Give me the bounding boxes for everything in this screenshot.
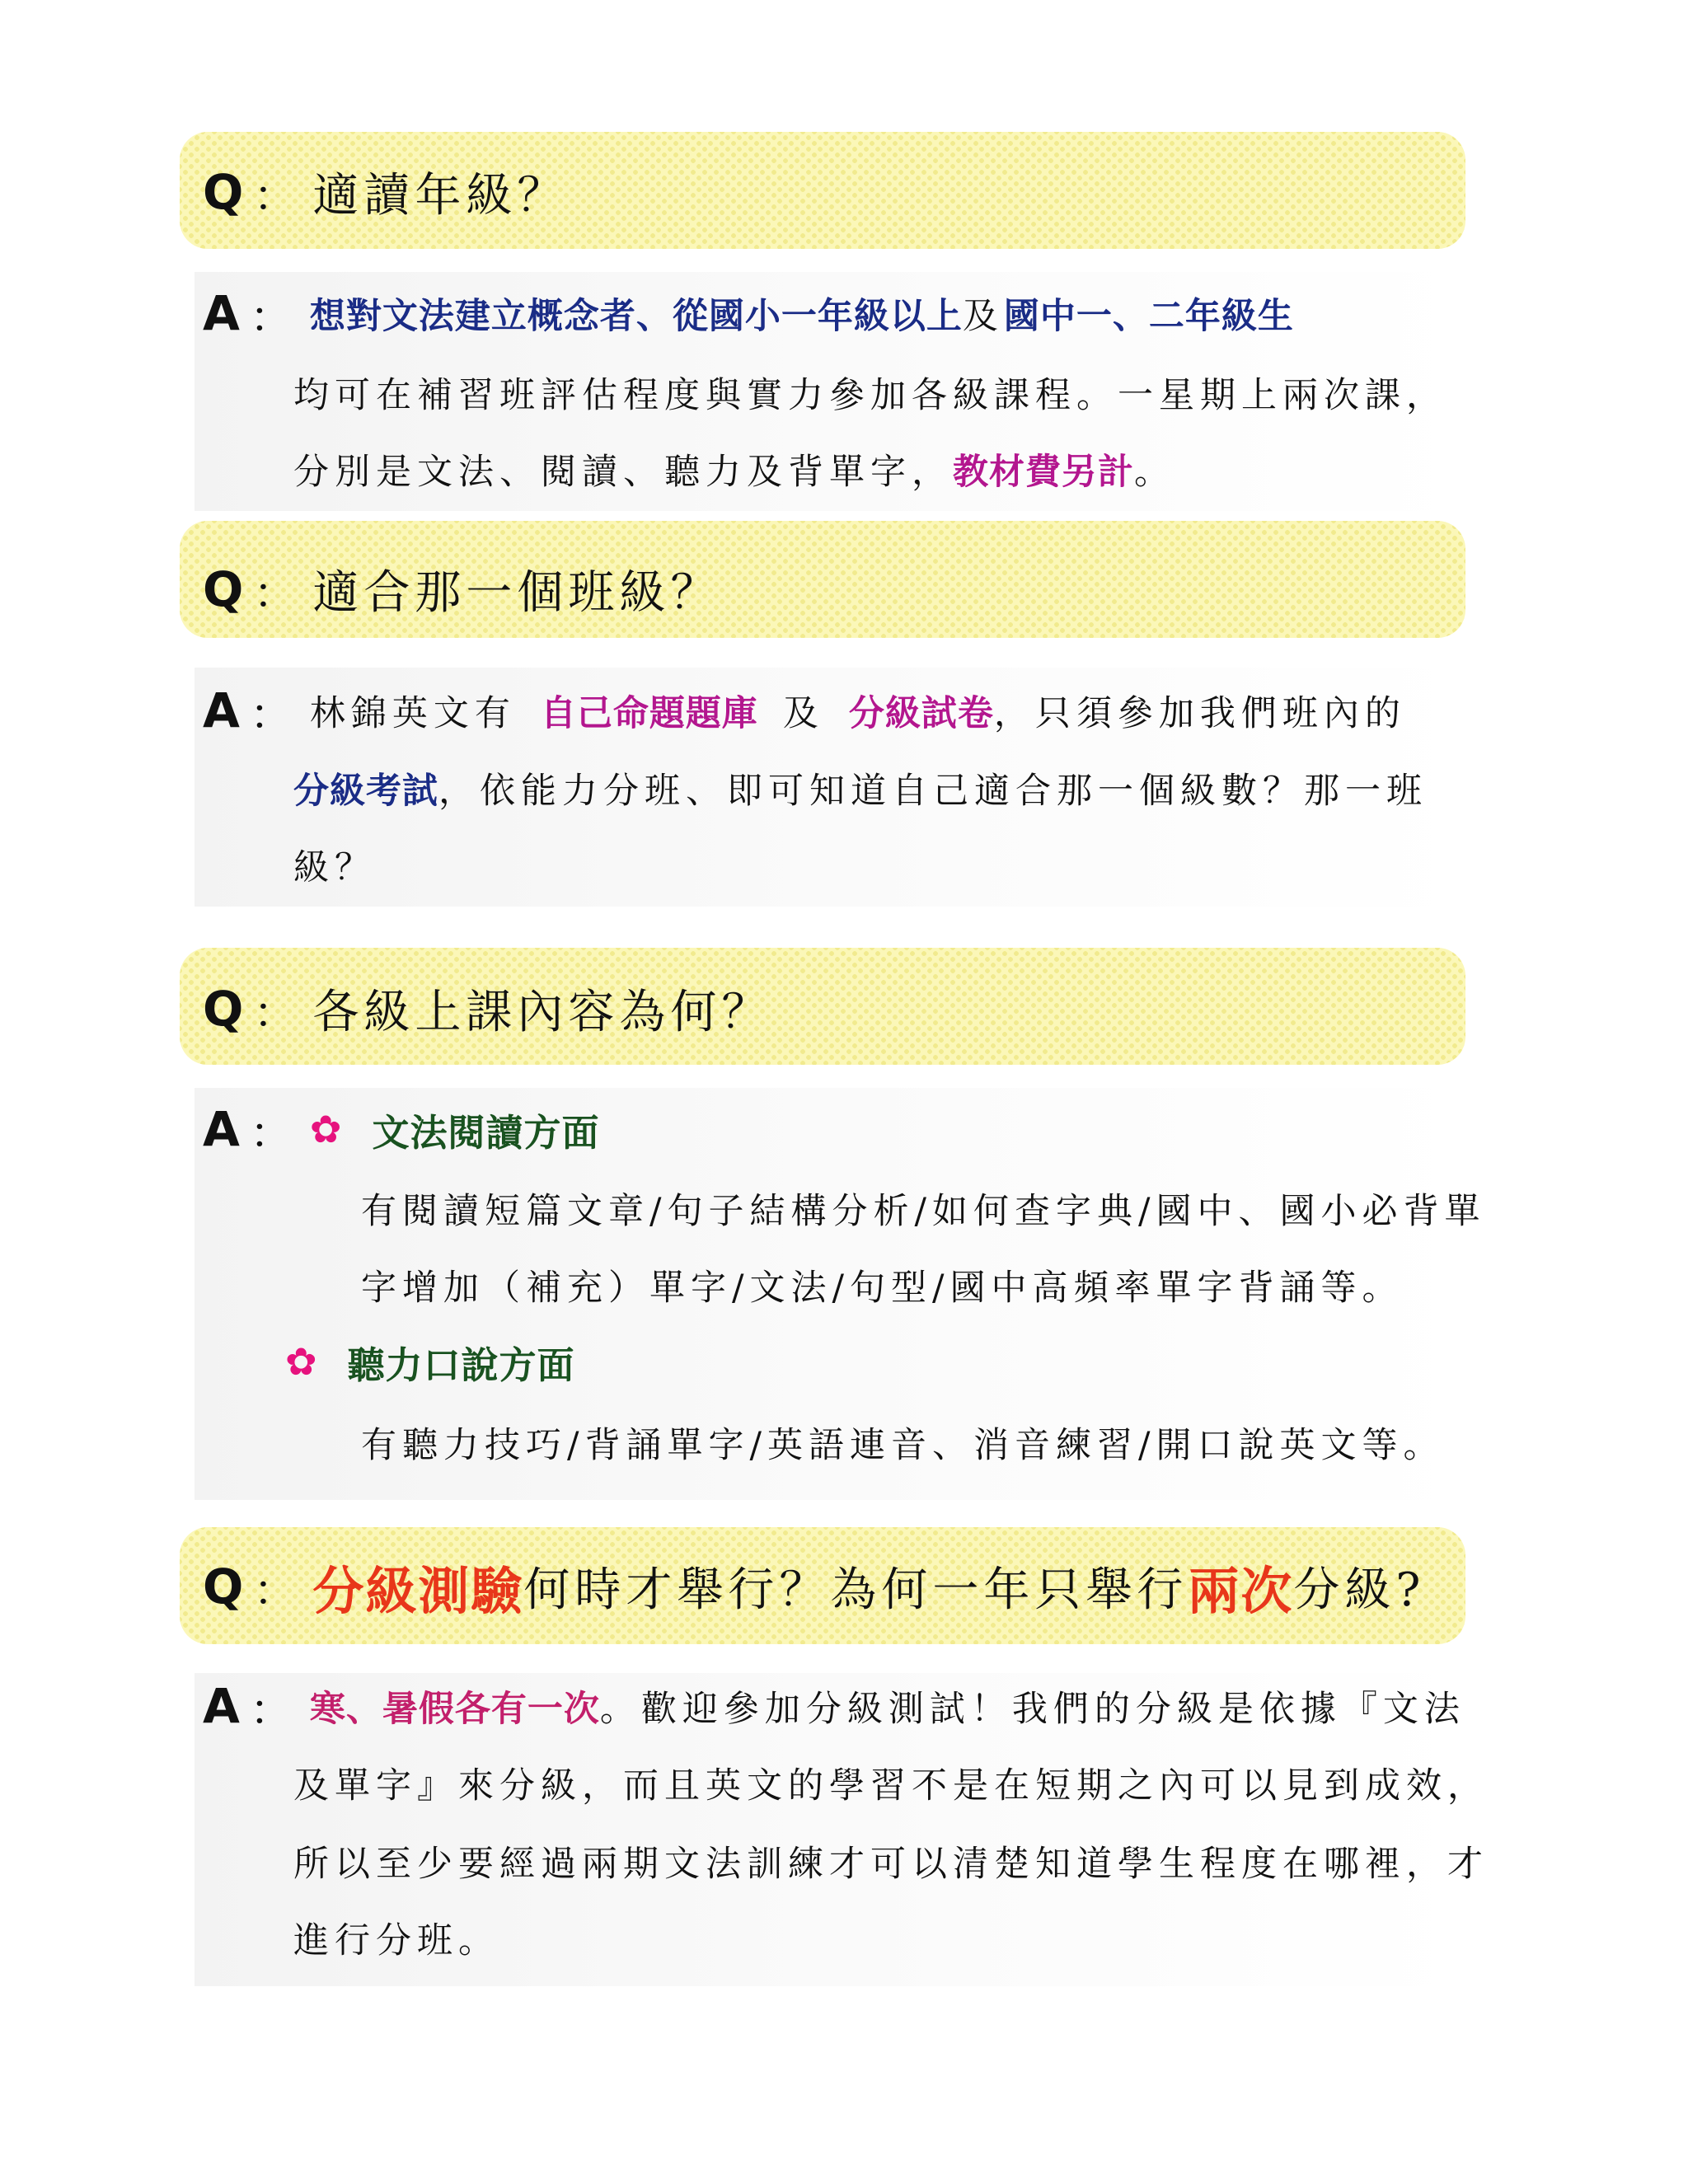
q-colon: ：: [253, 171, 302, 222]
highlight-text: 分級試卷: [848, 692, 994, 734]
answer-text: 及單字』來分級，而且英文的學習不是在短期之內可以見到成效，: [293, 1765, 1489, 1807]
highlight-text: 從國小一年級以上: [672, 295, 963, 337]
a-label: A: [203, 285, 240, 341]
highlight-text: 兩次: [1188, 1560, 1294, 1621]
answer-text: 字增加（補充）單字/文法/句型/國中高頻率單字背誦等。: [361, 1267, 1404, 1309]
question-4: [203, 1554, 1425, 1619]
q-label: Q: [203, 561, 244, 617]
answer-text: 有閱讀短篇文章/句子結構分析/如何查字典/國中、國小必背單: [361, 1190, 1486, 1232]
flower-icon: ✿: [309, 1107, 348, 1151]
question-2: [203, 556, 721, 622]
highlight-text: 寒、暑假各有一次: [309, 1688, 600, 1730]
highlight-text: 想對文法建立概念者、: [309, 295, 673, 337]
highlight-text: 教材費另計: [953, 451, 1134, 493]
question-3: [203, 976, 772, 1042]
q-label: Q: [203, 981, 244, 1037]
answer-text: 進行分班。: [293, 1919, 499, 1961]
answer-text: 林錦英文有: [309, 692, 516, 734]
answer-1-line-3: [293, 439, 1175, 499]
answer-4-line-1: [203, 1673, 1465, 1739]
answer-text: 所以至少要經過兩期文法訓練才可以清楚知道學生程度在哪裡，才: [293, 1843, 1489, 1885]
answer-3-heading-2: [285, 1329, 575, 1394]
highlight-text: 自己命題題庫: [540, 692, 758, 734]
answer-2-line-1: [203, 677, 1406, 743]
answer-3-heading-1: [203, 1096, 599, 1162]
flower-icon: ✿: [285, 1339, 323, 1384]
answer-3-body-2: [361, 1413, 1444, 1472]
answer-text: ，依能力分班、即可知道自己適合那一個級數？那一班: [438, 770, 1428, 812]
highlight-text: 國中一、二年級生: [1003, 295, 1294, 337]
highlight-text: 分級測驗: [312, 1560, 524, 1621]
answer-4-line-2: [293, 1753, 1489, 1812]
q-colon: ：: [253, 569, 302, 619]
a-label: A: [203, 682, 240, 738]
answer-text: 。歡迎參加分級測試！我們的分級是依據『文法: [599, 1688, 1465, 1730]
answer-2-line-2: [293, 758, 1428, 818]
q-colon: ：: [253, 988, 302, 1038]
answer-text: 均可在補習班評估程度與實力參加各級課程。一星期上兩次課，: [293, 374, 1447, 416]
section-heading: 聽力口說方面: [347, 1343, 575, 1387]
question-text: 各級上課內容為何？: [312, 986, 773, 1039]
answer-1-line-1: [203, 280, 1294, 346]
answer-4-line-4: [293, 1908, 499, 1967]
question-1: [203, 159, 568, 225]
a-colon: ：: [249, 293, 298, 343]
answer-text: 及: [782, 692, 824, 734]
a-colon: ：: [249, 1685, 298, 1736]
answer-3-body-1-line-2: [361, 1255, 1403, 1315]
a-colon: ：: [249, 1108, 298, 1159]
answer-text: 有聽力技巧/背誦單字/英語連音、消音練習/開口說英文等。: [361, 1424, 1445, 1466]
q-label: Q: [203, 1558, 244, 1615]
answer-4-line-3: [293, 1831, 1489, 1891]
question-text: 適合那一個班級？: [312, 566, 722, 620]
answer-1-line-2: [293, 363, 1447, 422]
answer-text: 級？: [293, 846, 376, 888]
highlight-text: 分級考試: [293, 770, 438, 812]
a-label: A: [203, 1678, 240, 1734]
question-text: 何時才舉行？為何一年只舉行: [523, 1563, 1189, 1617]
answer-text: ，只須參加我們班內的: [993, 692, 1406, 734]
answer-2-line-3: [293, 835, 376, 894]
a-label: A: [203, 1101, 240, 1157]
question-text: 分級?: [1293, 1563, 1426, 1617]
q-label: Q: [203, 164, 244, 220]
a-colon: ：: [249, 690, 298, 740]
q-colon: ：: [253, 1566, 302, 1616]
answer-3-body-1-line-1: [361, 1179, 1485, 1238]
answer-text: 。: [1134, 451, 1175, 493]
answer-text: 分別是文法、閱讀、聽力及背單字，: [293, 451, 953, 493]
question-text: 適讀年級？: [312, 169, 569, 223]
section-heading: 文法閱讀方面: [372, 1110, 600, 1155]
answer-text: 及: [962, 295, 1004, 337]
